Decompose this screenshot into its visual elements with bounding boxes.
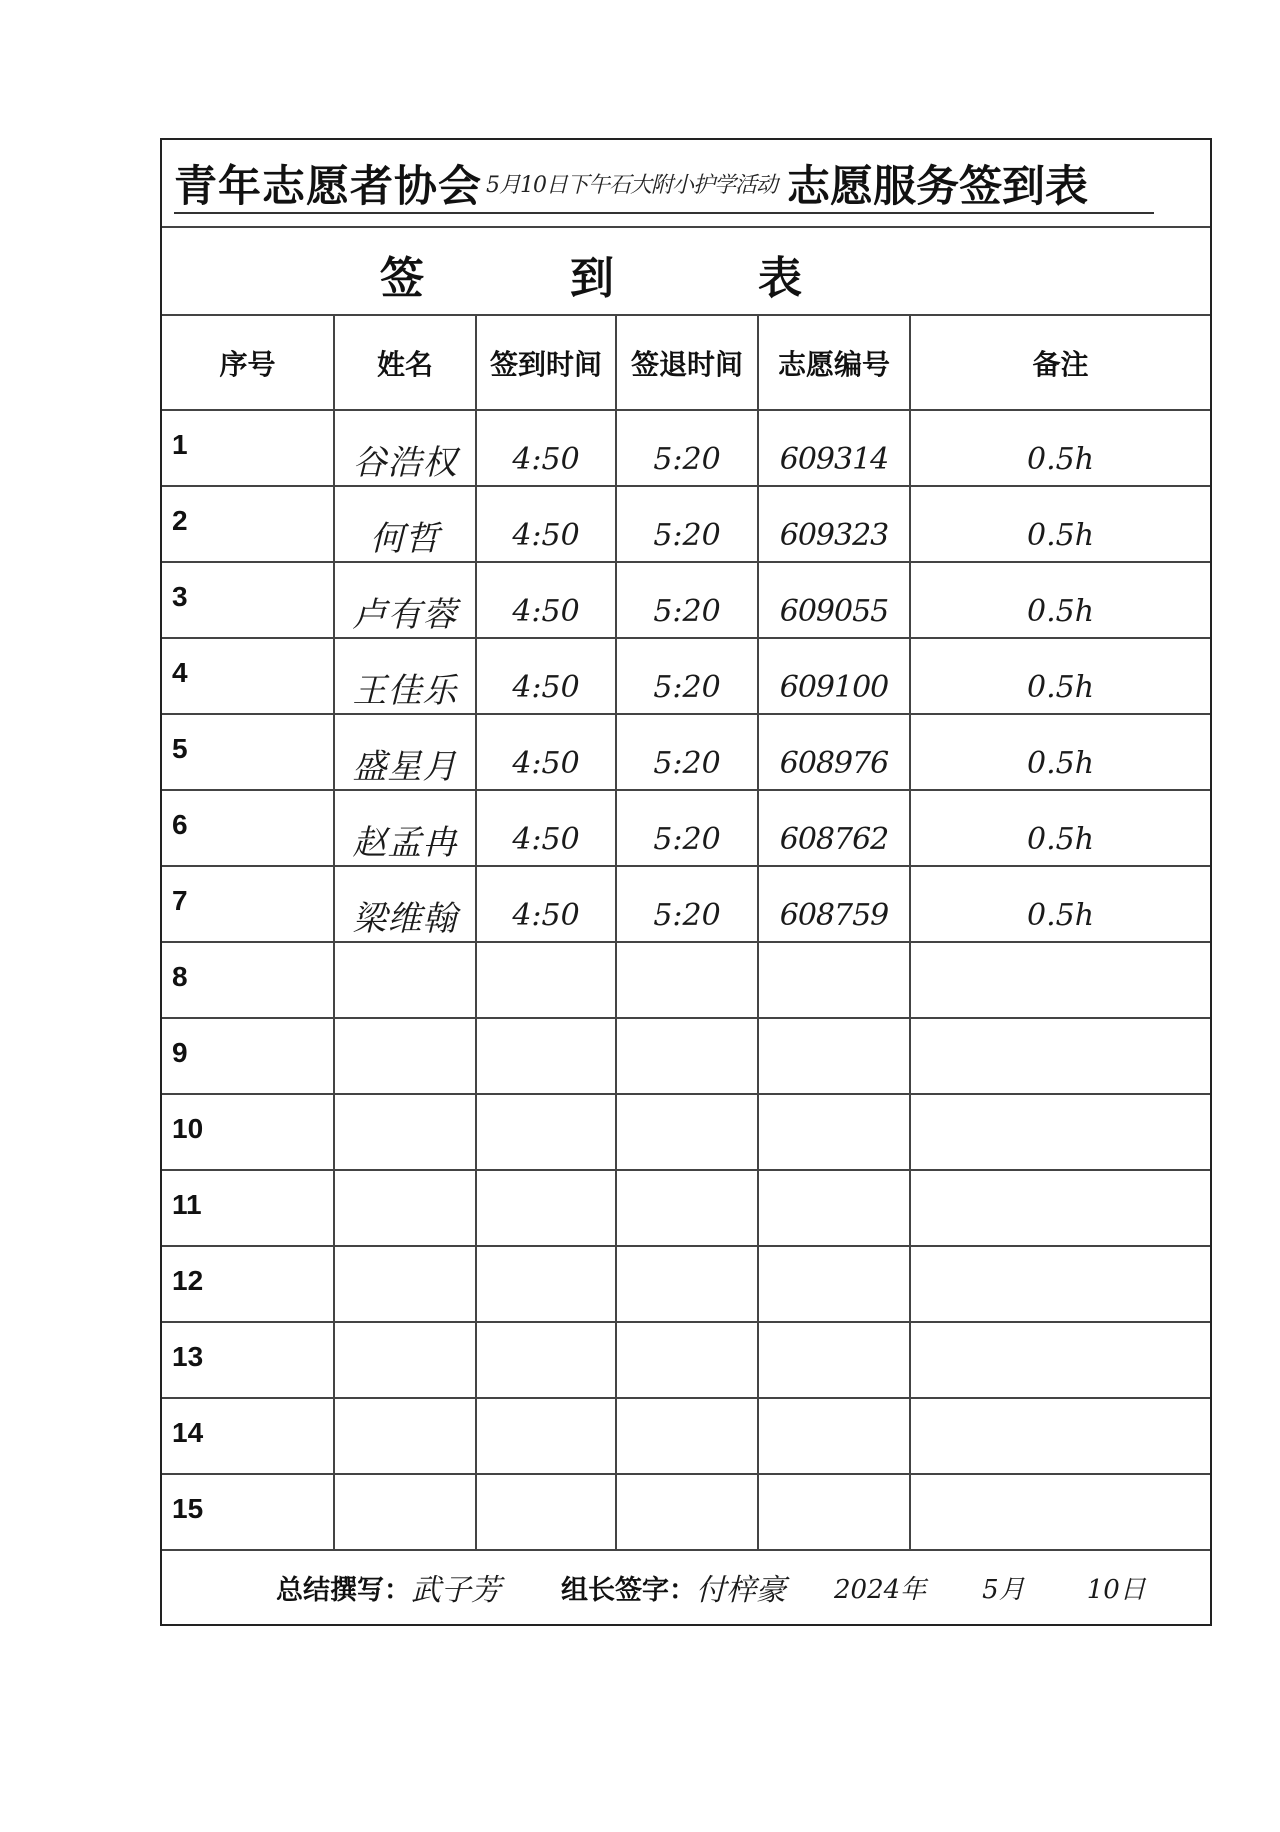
- table-row: [162, 1322, 1210, 1398]
- note-cell: [910, 866, 1210, 942]
- table-row: [162, 562, 1210, 638]
- name-value: 卢有蓉: [352, 594, 458, 635]
- name-cell: [334, 1018, 476, 1094]
- checkout-value: 5:20: [653, 669, 721, 705]
- name-value: 王佳乐: [352, 670, 458, 711]
- row-number: 11: [172, 1189, 202, 1220]
- checkout-cell: [616, 486, 758, 562]
- checkin-cell: [476, 1246, 616, 1322]
- note-cell: [910, 1474, 1210, 1550]
- name-cell: [334, 942, 476, 1018]
- row-number: 6: [172, 809, 188, 840]
- checkout-cell: [616, 410, 758, 486]
- note-value: 0.5h: [1026, 669, 1095, 705]
- row-number: 14: [172, 1417, 204, 1448]
- name-cell: [334, 1474, 476, 1550]
- checkout-cell: [616, 790, 758, 866]
- table-row: [162, 1474, 1210, 1550]
- volunteer-id-cell: [758, 1322, 910, 1398]
- checkin-cell: [476, 562, 616, 638]
- name-value: 谷浩权: [352, 442, 458, 483]
- number-cell: [162, 1474, 334, 1550]
- volunteer-id-value: 608762: [779, 821, 889, 857]
- volunteer-id-cell: [758, 562, 910, 638]
- col-header-note: 备注: [910, 316, 1210, 410]
- table-row: [162, 486, 1210, 562]
- checkin-cell: [476, 714, 616, 790]
- note-value: [911, 1045, 1210, 1067]
- checkin-value: [477, 969, 615, 991]
- leader-signature: 付梓豪: [696, 1573, 786, 1608]
- table-row: [162, 942, 1210, 1018]
- note-cell: [910, 942, 1210, 1018]
- volunteer-id-cell: [758, 1398, 910, 1474]
- note-cell: [910, 714, 1210, 790]
- row-number: 10: [172, 1113, 204, 1144]
- checkout-cell: [616, 638, 758, 714]
- name-value: 赵孟冉: [352, 822, 458, 863]
- name-value: 梁维翰: [352, 898, 458, 939]
- note-cell: [910, 790, 1210, 866]
- row-number: 2: [172, 505, 188, 536]
- sheet-title: [162, 140, 1210, 226]
- note-value: 0.5h: [1026, 821, 1095, 857]
- volunteer-id-cell: [758, 638, 910, 714]
- name-value: [335, 1349, 475, 1371]
- checkin-cell: [476, 410, 616, 486]
- note-value: 0.5h: [1026, 745, 1095, 781]
- volunteer-id-cell: [758, 714, 910, 790]
- row-number: 3: [172, 581, 188, 612]
- note-cell: [910, 562, 1210, 638]
- checkout-value: [617, 1045, 757, 1067]
- row-number: 5: [172, 733, 188, 764]
- col-header-checkout: 签退时间: [616, 316, 758, 410]
- checkin-cell: [476, 1398, 616, 1474]
- note-cell: [910, 1398, 1210, 1474]
- checkin-value: [477, 1349, 615, 1371]
- checkout-cell: [616, 1322, 758, 1398]
- name-value: 何哲: [370, 518, 440, 559]
- checkout-value: [617, 969, 757, 991]
- checkin-cell: [476, 866, 616, 942]
- checkin-value: [477, 1273, 615, 1295]
- subtitle-char-1: 签: [380, 253, 424, 304]
- sign-in-sheet: [160, 138, 1212, 1626]
- subtitle-row: [162, 226, 1210, 316]
- note-cell: [910, 1018, 1210, 1094]
- date-month: 5月: [982, 1574, 1025, 1605]
- note-cell: [910, 1094, 1210, 1170]
- volunteer-id-cell: [758, 1474, 910, 1550]
- subtitle-char-3: 表: [758, 253, 802, 304]
- title-form-name: 志愿服务签到表: [787, 161, 1088, 212]
- note-cell: [910, 638, 1210, 714]
- volunteer-id-value: 609100: [779, 669, 889, 705]
- checkout-value: 5:20: [653, 517, 721, 553]
- note-value: [911, 1349, 1210, 1371]
- checkin-value: 4:50: [512, 669, 580, 705]
- checkout-cell: [616, 1018, 758, 1094]
- volunteer-id-cell: [758, 790, 910, 866]
- col-header-checkin: 签到时间: [476, 316, 616, 410]
- title-underline: [174, 212, 1154, 214]
- volunteer-id-value: [759, 1425, 909, 1447]
- volunteer-id-value: 609314: [779, 441, 889, 477]
- name-value: [335, 1425, 475, 1447]
- note-cell: [910, 410, 1210, 486]
- name-value: [335, 1501, 475, 1523]
- number-cell: [162, 866, 334, 942]
- row-number: 13: [172, 1341, 204, 1372]
- checkout-value: [617, 1501, 757, 1523]
- checkout-value: [617, 1349, 757, 1371]
- note-value: [911, 1197, 1210, 1219]
- note-value: 0.5h: [1026, 517, 1095, 553]
- note-value: [911, 1273, 1210, 1295]
- note-value: 0.5h: [1026, 593, 1095, 629]
- volunteer-id-cell: [758, 1170, 910, 1246]
- number-cell: [162, 1018, 334, 1094]
- checkin-value: [477, 1045, 615, 1067]
- table-row: [162, 714, 1210, 790]
- table-row: [162, 1170, 1210, 1246]
- name-value: [335, 1121, 475, 1143]
- checkout-value: 5:20: [653, 441, 721, 477]
- name-cell: [334, 714, 476, 790]
- volunteer-id-value: [759, 1121, 909, 1143]
- subtitle-char-2: 到: [570, 253, 614, 304]
- number-cell: [162, 410, 334, 486]
- title-event-handwritten: 5月10日下午石大附小护学活动: [486, 172, 777, 198]
- name-cell: [334, 866, 476, 942]
- checkout-value: 5:20: [653, 821, 721, 857]
- name-value: [335, 1045, 475, 1067]
- checkin-cell: [476, 486, 616, 562]
- name-value: [335, 969, 475, 991]
- number-cell: [162, 1246, 334, 1322]
- volunteer-id-cell: [758, 1018, 910, 1094]
- checkout-value: 5:20: [653, 745, 721, 781]
- checkout-value: [617, 1197, 757, 1219]
- checkout-cell: [616, 714, 758, 790]
- checkin-value: [477, 1501, 615, 1523]
- note-cell: [910, 1246, 1210, 1322]
- checkin-value: 4:50: [512, 821, 580, 857]
- date-day: 10日: [1086, 1574, 1146, 1605]
- note-value: [911, 1501, 1210, 1523]
- volunteer-id-value: [759, 1273, 909, 1295]
- checkin-cell: [476, 1170, 616, 1246]
- note-cell: [910, 486, 1210, 562]
- checkout-cell: [616, 866, 758, 942]
- table-row: [162, 1246, 1210, 1322]
- note-value: [911, 1425, 1210, 1447]
- summary-author-signature: 武子芳: [411, 1573, 501, 1608]
- volunteer-id-value: 608976: [779, 745, 889, 781]
- checkout-value: [617, 1425, 757, 1447]
- checkout-cell: [616, 1094, 758, 1170]
- volunteer-id-cell: [758, 866, 910, 942]
- checkin-value: 4:50: [512, 517, 580, 553]
- note-cell: [910, 1170, 1210, 1246]
- note-value: [911, 969, 1210, 991]
- number-cell: [162, 714, 334, 790]
- note-value: 0.5h: [1026, 897, 1095, 933]
- table-header-row: [162, 316, 1210, 410]
- name-cell: [334, 486, 476, 562]
- number-cell: [162, 1094, 334, 1170]
- number-cell: [162, 942, 334, 1018]
- name-cell: [334, 410, 476, 486]
- note-value: [911, 1121, 1210, 1143]
- table-row: [162, 410, 1210, 486]
- name-value: [335, 1197, 475, 1219]
- volunteer-id-value: [759, 1197, 909, 1219]
- checkin-cell: [476, 790, 616, 866]
- number-cell: [162, 1170, 334, 1246]
- checkout-value: 5:20: [653, 897, 721, 933]
- table-row: [162, 790, 1210, 866]
- name-value: 盛星月: [352, 746, 458, 787]
- number-cell: [162, 486, 334, 562]
- table-row: [162, 866, 1210, 942]
- table-row: [162, 1018, 1210, 1094]
- volunteer-id-cell: [758, 942, 910, 1018]
- sign-in-table: [162, 316, 1210, 1551]
- checkin-value: [477, 1425, 615, 1447]
- checkin-value: [477, 1197, 615, 1219]
- row-number: 12: [172, 1265, 204, 1296]
- volunteer-id-cell: [758, 1094, 910, 1170]
- footer-signatures: [162, 1550, 1210, 1624]
- volunteer-id-value: 608759: [779, 897, 889, 933]
- name-cell: [334, 562, 476, 638]
- row-number: 4: [172, 657, 188, 688]
- note-value: 0.5h: [1026, 441, 1095, 477]
- volunteer-id-value: 609055: [779, 593, 889, 629]
- name-cell: [334, 1094, 476, 1170]
- volunteer-id-value: [759, 1349, 909, 1371]
- checkin-cell: [476, 1018, 616, 1094]
- checkout-value: [617, 1121, 757, 1143]
- volunteer-id-cell: [758, 486, 910, 562]
- row-number: 9: [172, 1037, 188, 1068]
- name-cell: [334, 1246, 476, 1322]
- number-cell: [162, 790, 334, 866]
- name-cell: [334, 1398, 476, 1474]
- date-year: 2024年: [834, 1574, 927, 1605]
- volunteer-id-value: [759, 1045, 909, 1067]
- name-cell: [334, 790, 476, 866]
- checkin-cell: [476, 1094, 616, 1170]
- row-number: 1: [172, 429, 188, 460]
- checkout-value: [617, 1273, 757, 1295]
- checkout-cell: [616, 942, 758, 1018]
- checkin-value: [477, 1121, 615, 1143]
- volunteer-id-value: [759, 1501, 909, 1523]
- checkin-value: 4:50: [512, 441, 580, 477]
- number-cell: [162, 1398, 334, 1474]
- volunteer-id-cell: [758, 410, 910, 486]
- col-header-name: 姓名: [334, 316, 476, 410]
- checkout-cell: [616, 1170, 758, 1246]
- checkin-cell: [476, 942, 616, 1018]
- checkout-cell: [616, 1474, 758, 1550]
- number-cell: [162, 562, 334, 638]
- volunteer-id-value: [759, 969, 909, 991]
- checkin-value: 4:50: [512, 897, 580, 933]
- title-organization: 青年志愿者协会: [174, 161, 482, 212]
- row-number: 7: [172, 885, 188, 916]
- checkin-cell: [476, 1322, 616, 1398]
- checkin-value: 4:50: [512, 593, 580, 629]
- name-cell: [334, 638, 476, 714]
- checkout-cell: [616, 562, 758, 638]
- col-header-number: 序号: [162, 316, 334, 410]
- number-cell: [162, 1322, 334, 1398]
- note-cell: [910, 1322, 1210, 1398]
- volunteer-id-value: 609323: [779, 517, 889, 553]
- table-row: [162, 1094, 1210, 1170]
- checkout-cell: [616, 1246, 758, 1322]
- name-cell: [334, 1170, 476, 1246]
- checkout-value: 5:20: [653, 593, 721, 629]
- row-number: 8: [172, 961, 188, 992]
- col-header-volunteer-id: 志愿编号: [758, 316, 910, 410]
- volunteer-id-cell: [758, 1246, 910, 1322]
- row-number: 15: [172, 1493, 204, 1524]
- checkin-cell: [476, 1474, 616, 1550]
- table-row: [162, 1398, 1210, 1474]
- name-cell: [334, 1322, 476, 1398]
- name-value: [335, 1273, 475, 1295]
- number-cell: [162, 638, 334, 714]
- checkin-cell: [476, 638, 616, 714]
- summary-label: 总结撰写：: [276, 1574, 411, 1606]
- table-row: [162, 638, 1210, 714]
- leader-label: 组长签字：: [561, 1574, 696, 1606]
- checkout-cell: [616, 1398, 758, 1474]
- checkin-value: 4:50: [512, 745, 580, 781]
